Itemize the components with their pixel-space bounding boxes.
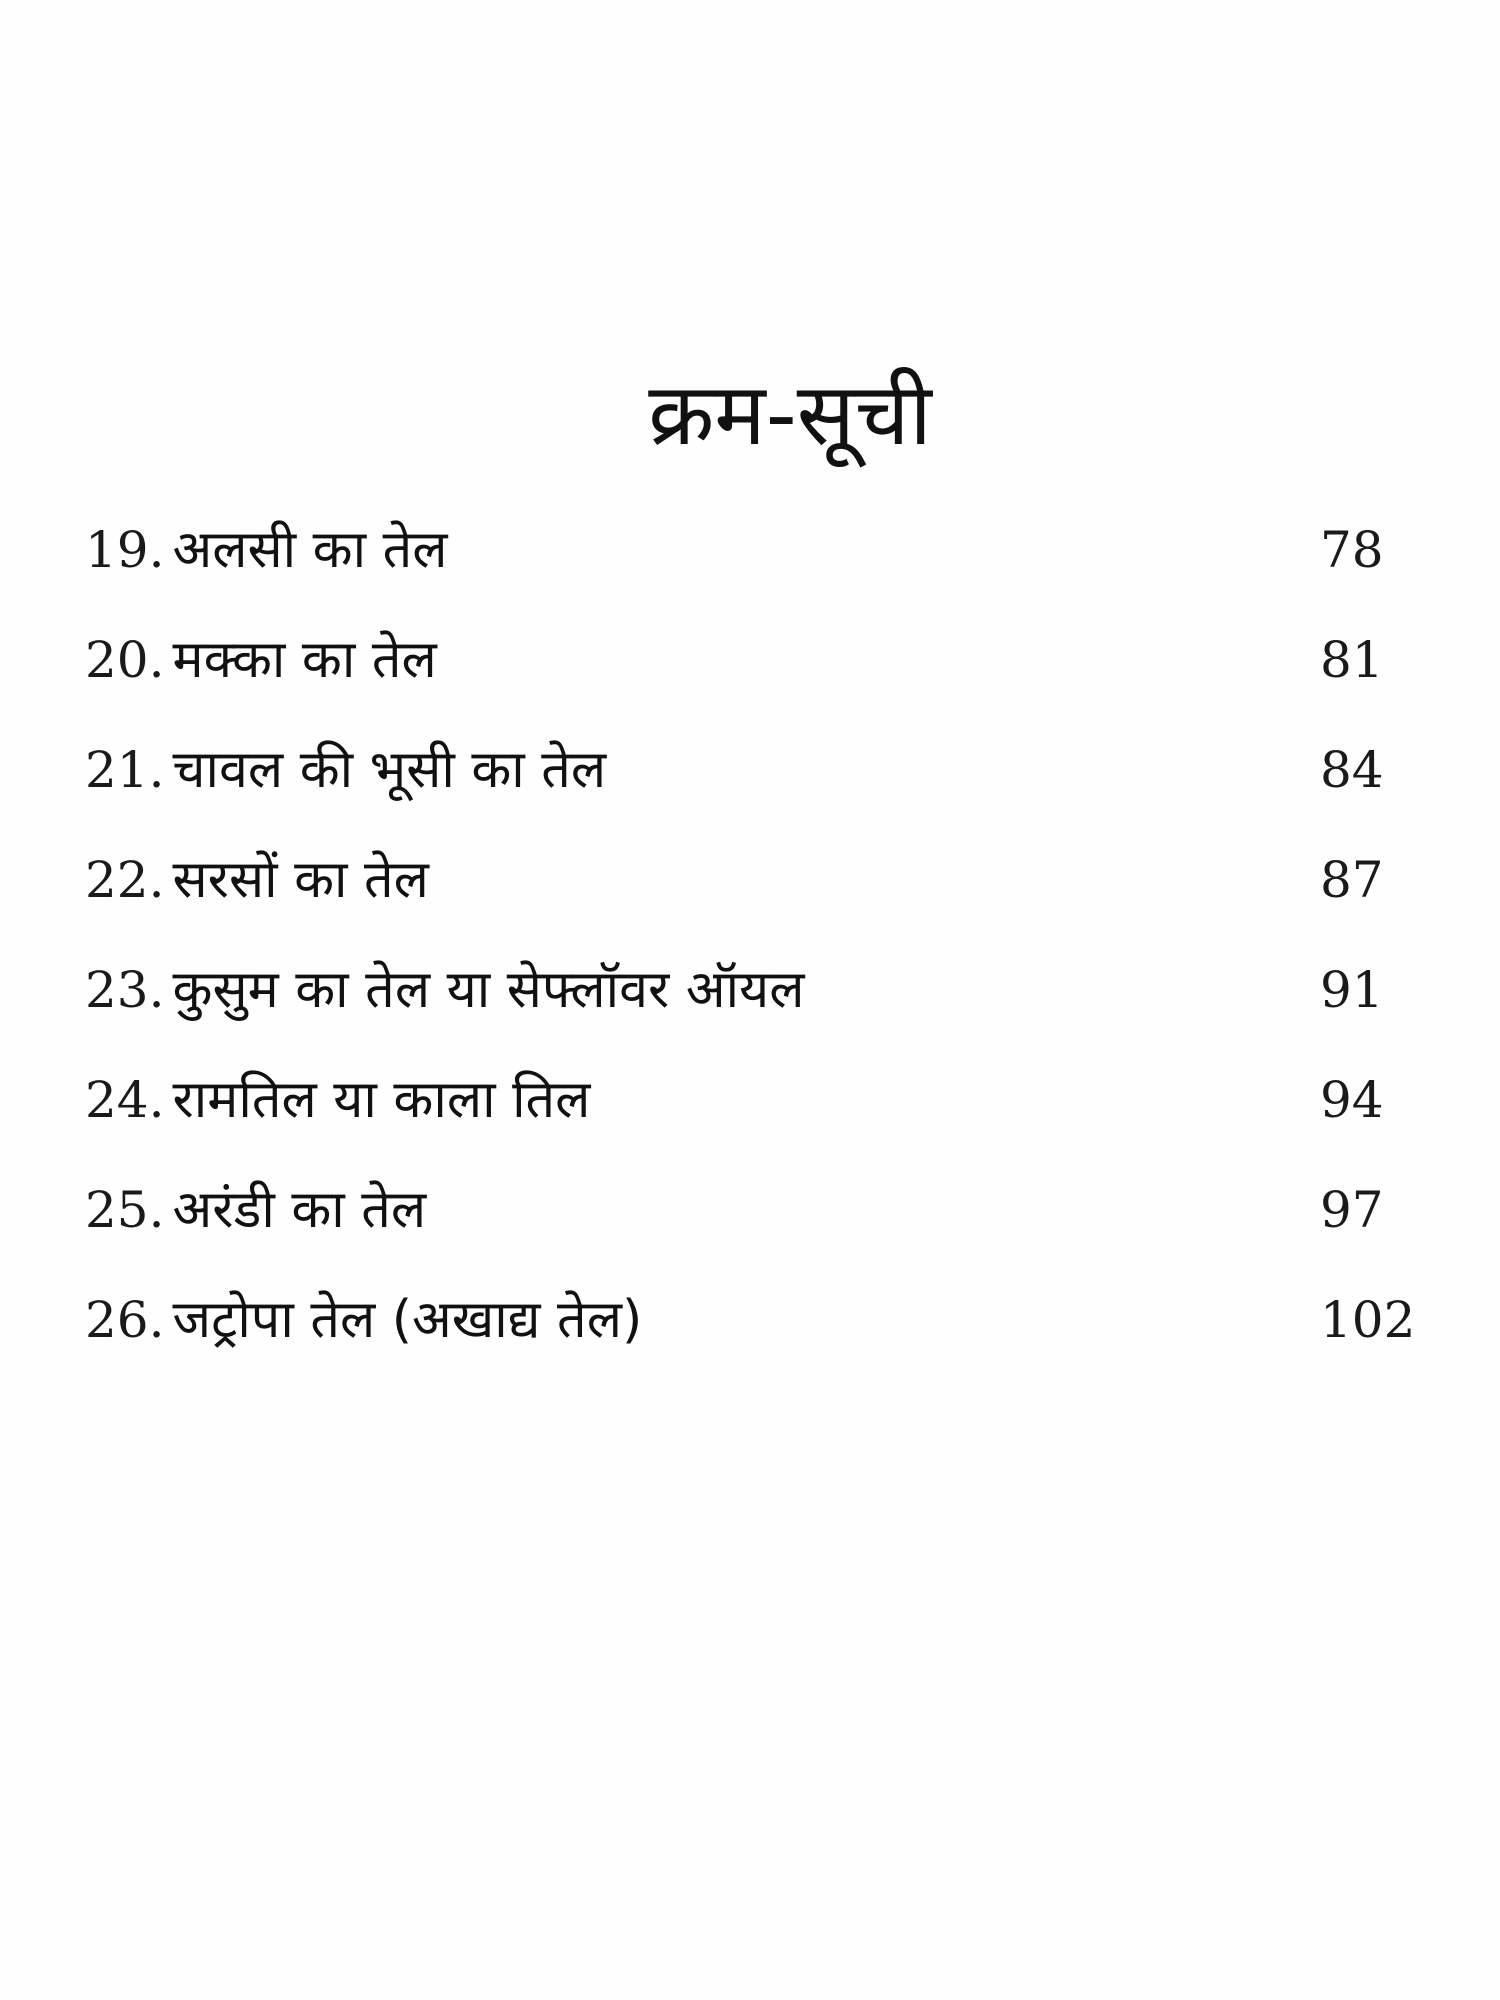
- entry-number: 20.: [85, 631, 165, 689]
- toc-entry: [85, 840, 1450, 950]
- toc-entry: [85, 950, 1450, 1060]
- entry-number: 21.: [85, 741, 165, 799]
- entry-page-number: 97: [1320, 1181, 1384, 1239]
- entry-label: रामतिल या काला तिल: [172, 1070, 591, 1130]
- entry-page-number: 102: [1320, 1291, 1416, 1349]
- entry-number: 26.: [85, 1291, 165, 1349]
- entry-label: चावल की भूसी का तेल: [172, 740, 607, 800]
- toc-entry-text: [85, 1060, 590, 1140]
- entry-page-number: 87: [1320, 851, 1384, 909]
- entry-page-number: 94: [1320, 1071, 1384, 1129]
- toc-entry-text: [85, 620, 437, 700]
- entry-label: मक्का का तेल: [172, 630, 437, 690]
- entry-label: अरंडी का तेल: [172, 1180, 427, 1240]
- entry-label: कुसुम का तेल या सेफ्लॉवर ऑयल: [172, 960, 805, 1020]
- entry-number: 25.: [85, 1181, 165, 1239]
- entry-label: सरसों का तेल: [172, 850, 429, 910]
- toc-entry: [85, 1170, 1450, 1280]
- entry-page-number: 91: [1320, 961, 1384, 1019]
- toc-entry: [85, 620, 1450, 730]
- entry-number: 19.: [85, 521, 165, 579]
- toc-entry-text: [85, 730, 606, 810]
- toc-entry: [85, 510, 1450, 620]
- entry-page-number: 84: [1320, 741, 1384, 799]
- table-of-contents: [85, 510, 1450, 1390]
- entry-page-number: 81: [1320, 631, 1384, 689]
- toc-entry: [85, 1060, 1450, 1170]
- toc-entry: [85, 730, 1450, 840]
- entry-label: जट्रोपा तेल (अखाद्य तेल): [172, 1290, 643, 1350]
- entry-number: 24.: [85, 1071, 165, 1129]
- page-title: क्रम-सूची: [648, 365, 932, 465]
- toc-entry: [85, 1280, 1450, 1390]
- toc-entry-text: [85, 1280, 642, 1360]
- entry-page-number: 78: [1320, 521, 1384, 579]
- entry-number: 22.: [85, 851, 165, 909]
- toc-entry-text: [85, 840, 429, 920]
- entry-label: अलसी का तेल: [172, 520, 448, 580]
- toc-entry-text: [85, 510, 448, 590]
- toc-entry-text: [85, 1170, 426, 1250]
- toc-entry-text: [85, 950, 804, 1030]
- entry-number: 23.: [85, 961, 165, 1019]
